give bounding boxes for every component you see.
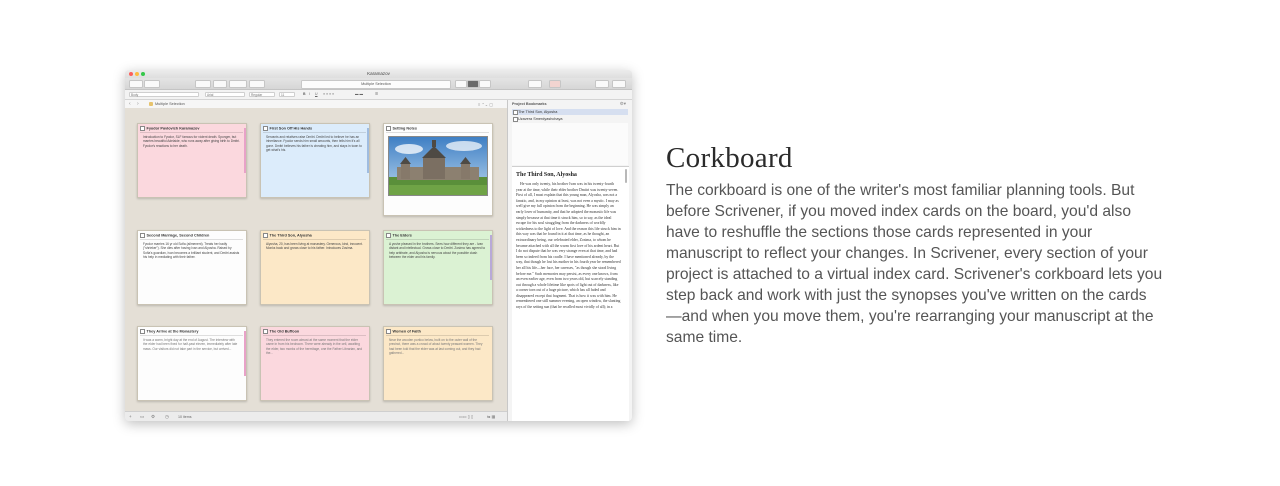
color-icon[interactable]: ▬ ▬ — [355, 92, 363, 96]
align-icon[interactable]: ≡ ≡ ≡ ≡ — [323, 92, 335, 96]
inspector-header: Project Bookmarks — [512, 102, 547, 106]
arrange-icon[interactable]: ⇆ ▦ — [487, 413, 496, 419]
view-outliner-button[interactable] — [479, 80, 491, 88]
bookmark-button[interactable] — [549, 80, 561, 88]
card-title: Women of Faith — [392, 329, 421, 334]
card-title: The Old Buffoon — [269, 329, 300, 334]
card-title: Second Marriage, Second Children — [146, 233, 210, 238]
card-synopsis: It was a warm, bright day at the end of August. The interview with the elder had been fixed for half-past eleven, immediately after late mass. Our visitors did not take part in the service, but arrived... — [143, 338, 238, 351]
bold-icon[interactable]: B — [303, 92, 306, 96]
card-synopsis: Introduction to Fyodor, SLF famous for violent death. Sponger, but marries beautiful Adelaide, who runs away after giving birth to Dmitri. Fyodor's reactions to her death. — [143, 135, 240, 148]
status-bar — [125, 411, 507, 421]
document-icon — [140, 126, 145, 131]
card-title: The Elders — [392, 233, 412, 238]
label-flag — [490, 235, 492, 280]
card-synopsis: Fyodor marries 16 yr old Sofia (ailmenent). Treats her badly ("shrieker"). She dies after having Ivan and Alyosha. Raised by Sofia's guardian, Ivan becomes a brilliant student, and Dmitri assists his help in mediating with their father. — [143, 242, 240, 260]
corkboard — [125, 108, 507, 411]
compile-button[interactable] — [229, 80, 247, 88]
folder-icon — [149, 102, 153, 106]
document-icon — [386, 329, 391, 334]
toolbar — [125, 78, 632, 90]
share-button[interactable] — [528, 80, 542, 88]
document-icon — [386, 126, 391, 131]
label-flag — [244, 331, 246, 376]
card-synopsis: Alyosha, 20, has been living at monastery. Generous, kind, innocent. Monks back and grows close to his father. Introduces Zosima. — [266, 242, 363, 251]
bookmark-item[interactable]: Uzavera Smerdyashchaya — [512, 116, 628, 122]
view-document-button[interactable] — [455, 80, 467, 88]
index-card[interactable] — [383, 230, 493, 305]
binder-toggle-button[interactable] — [129, 80, 143, 88]
weight-select[interactable]: Regular — [249, 92, 275, 97]
underline-icon[interactable]: U — [315, 92, 318, 96]
document-icon — [140, 233, 145, 238]
card-synopsis: Near the wooden portico below, built on to the outer wall of the precinct, there was a crowd of about twenty peasant women. They had been told that the elder was at last coming out, and they had gathered... — [389, 338, 483, 356]
add-icon[interactable] — [195, 80, 211, 88]
index-card[interactable] — [260, 326, 370, 401]
item-count: 10 items — [178, 414, 192, 419]
folder-icon[interactable]: ▭ — [140, 413, 145, 419]
gear-icon[interactable]: ⚙▾ — [619, 101, 626, 106]
app-window-screenshot — [125, 70, 632, 421]
index-card[interactable] — [137, 326, 247, 401]
style-select[interactable]: Body — [129, 92, 199, 97]
document-icon — [513, 110, 518, 115]
feature-description: The corkboard is one of the writer's most familiar planning tools. But before Scrivener, if you moved index cards on the board, you'd also have to reshuffle the sections those cards represented in your manuscript to reflect your changes. In Scrivener, every section of your project is attached to a virtual index card. Scrivener's corkboard lets you step back and work with just the synopses you've written on the cards —and when you move them, you're rearranging your manuscript at the same time. — [666, 182, 1163, 346]
view-menu-button[interactable] — [144, 80, 160, 88]
address-bar[interactable]: Multiple Selection — [301, 80, 451, 89]
gear-icon[interactable]: ⚙ — [151, 413, 156, 419]
list-icon[interactable]: ☰ — [375, 92, 379, 96]
breadcrumb-label: Multiple Selection — [155, 101, 185, 106]
document-icon — [263, 233, 268, 238]
monastery-photo — [388, 136, 488, 196]
forward-icon[interactable]: › — [137, 101, 139, 107]
bookmark-list-space — [512, 123, 628, 165]
bookmark-preview[interactable] — [512, 166, 629, 421]
clock-icon[interactable]: ◷ — [165, 413, 169, 419]
index-card[interactable] — [137, 123, 247, 198]
back-icon[interactable]: ‹ — [129, 101, 131, 107]
font-select[interactable]: Arial — [205, 92, 245, 97]
card-title: They Arrive at the Monastery — [146, 329, 199, 334]
window-title: Karamazov — [367, 71, 390, 76]
card-title: First Son Off His Hands — [269, 126, 313, 131]
view-corkboard-button[interactable] — [467, 80, 479, 88]
card-size-icon[interactable]: ▭▭ ▯ ▯ — [459, 413, 474, 419]
index-card[interactable] — [137, 230, 247, 305]
card-title: Setting Notes — [392, 126, 417, 131]
format-bar — [125, 90, 632, 100]
card-synopsis: They entered the room almost at the same moment that the elder came in from his bedroom. There were already in the cell, awaiting the elder, two monks of the hermitage, one the Father Librarian, and the... — [266, 338, 363, 356]
scrollbar[interactable] — [625, 169, 627, 183]
document-icon — [140, 329, 145, 334]
edit-button[interactable] — [249, 80, 265, 88]
document-icon — [263, 329, 268, 334]
index-card[interactable] — [260, 123, 370, 198]
index-card[interactable] — [260, 230, 370, 305]
folder-button[interactable] — [213, 80, 227, 88]
card-title: Fyodor Pavlovich Karamazov — [146, 126, 200, 131]
index-card[interactable] — [383, 123, 493, 216]
index-card[interactable] — [383, 326, 493, 401]
size-select[interactable]: 11 — [279, 92, 295, 97]
card-synopsis: A yoshe pleased in the brothers. Sees how different they are - Ivan distant and intellectual. Grows close to Dmitri. Zosima has agreed to help arbitrate, and Alyosha is nervous about the possible clash between the elder and his family. — [389, 242, 486, 260]
bookmark-item[interactable]: The Third Son, Alyosha — [512, 109, 628, 115]
split-icon[interactable]: ≡ ⌃⌄ ▢ — [478, 102, 494, 107]
label-flag — [367, 128, 369, 173]
inspector-panel — [507, 100, 632, 421]
italic-icon[interactable]: I — [309, 92, 310, 96]
card-title: The Third Son, Alyosha — [269, 233, 312, 238]
add-icon[interactable]: + — [129, 413, 132, 419]
document-icon — [386, 233, 391, 238]
preview-title: The Third Son, Alyosha — [516, 172, 577, 178]
preview-text: He was only twenty, his brother Ivan was in his twenty-fourth year at the time, while their elder brother Dmitri was twenty-seven. First of all, I must explain that this young man, Alyosha, was not a fanatic, and, in my opinion at least, was not even a mystic. I may as well give my full opinion from the beginning. He was simply an early lover of humanity, and that he adopted the monastic life was simply because at that time it struck him, so to say, as the ideal escape for his soul struggling from the darkness of worldly wickedness to the light of love. And the reason this life struck him in this way was that he found in it at that time, as he thought, an extraordinary being, our celebrated elder, Zosima, to whom he became attached with all the warm first love of his ardent heart. But I do not dispute that he was very strange even at that time, and had been so indeed from his cradle. I have mentioned already, by the way, that though he lost his mother in his fourth year he remembered her all his life—her face, her caresses, "as though she stood living before me." Such memories may persist, as every one knows, from an even earlier age, even from two years old, but scarcely standing out through a whole lifetime like spots of light out of darkness, like a corner torn out of a huge picture, which has all faded and disappeared except that fragment. That is how it was with him. He remembered one still summer evening, an open window, the slanting rays of the setting sun (that he recalled most vividly of all); in a — [516, 182, 621, 310]
inspector-button[interactable] — [612, 80, 626, 88]
feature-title: Corkboard — [666, 142, 793, 174]
card-synopsis: Servants and relatives raise Dmitri. Dmitri led to believe he has an inheritance. Fyodor sends him small amounts, then tells him it's all gone. Dmitri believes his father is cheating him, and stays in town to get what's his. — [266, 135, 362, 153]
quicklook-button[interactable] — [595, 80, 609, 88]
document-icon — [513, 117, 518, 122]
label-flag — [244, 128, 246, 173]
document-icon — [263, 126, 268, 131]
title-bar — [125, 70, 632, 78]
